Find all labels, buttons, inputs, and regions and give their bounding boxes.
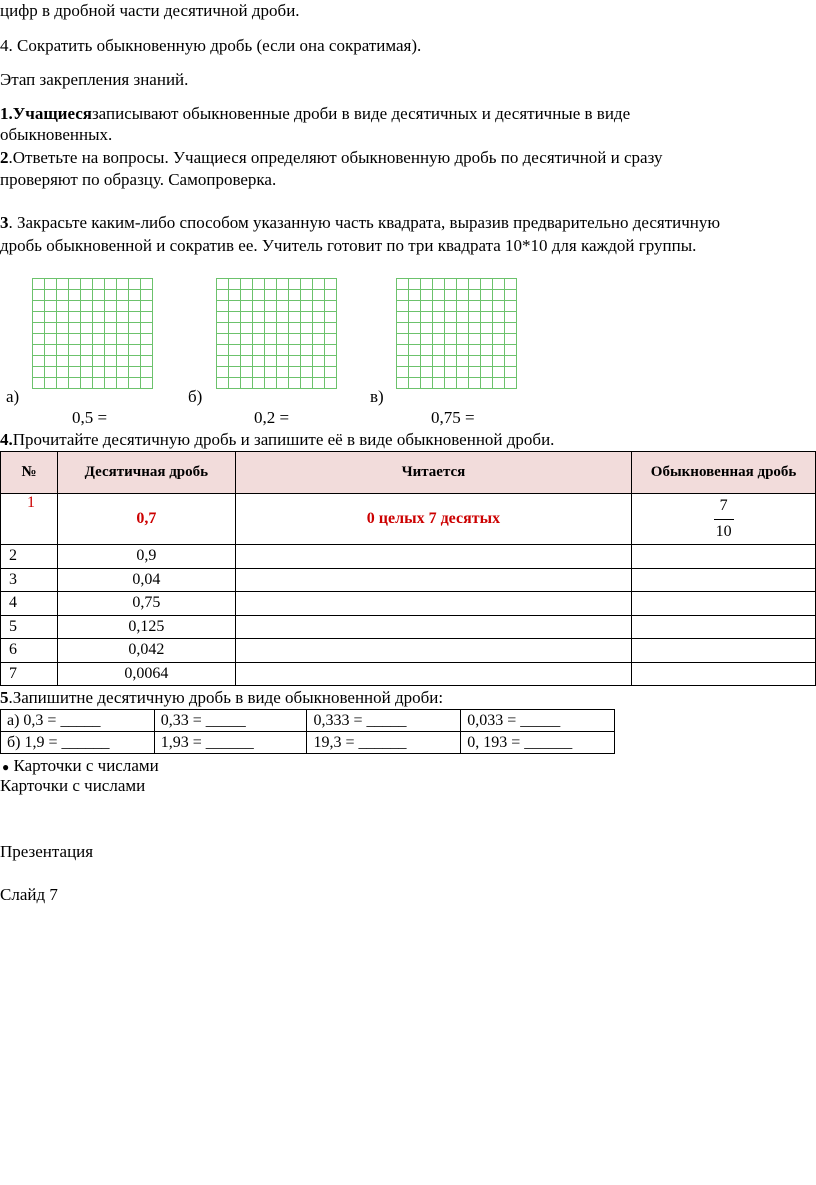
grid-square-a[interactable] [32, 278, 153, 389]
header-decimal: Десятичная дробь [57, 452, 235, 494]
row-reads-empty[interactable] [235, 639, 631, 663]
task2-text: .Ответьте на вопросы. Учащиеся определяют обыкновенную дробь по десятичной и сразу [8, 148, 663, 167]
exercise-table [0, 709, 615, 754]
square-caption-c: 0,75 = [431, 408, 475, 427]
grid-square-c[interactable] [396, 278, 517, 389]
table-row [1, 662, 816, 686]
header-reads: Читается [235, 452, 631, 494]
row-number: 7 [1, 662, 58, 686]
table-row [1, 545, 816, 569]
row-number: 5 [1, 615, 58, 639]
task5-number: 5 [0, 688, 9, 707]
row-reads-empty[interactable] [235, 568, 631, 592]
task4-title [0, 429, 554, 451]
row-fraction-empty[interactable] [632, 615, 816, 639]
row-decimal: 0,042 [57, 639, 235, 663]
table-row [1, 710, 615, 732]
task3-line2: дробь обыкновенной и сократив ее. Учитель готовит по три квадрата 10*10 для каждой группы. [0, 236, 697, 255]
task2-number: 2 [0, 148, 9, 167]
square-caption-a: 0,5 = [72, 408, 108, 427]
row-number: 2 [1, 545, 58, 569]
row-reads-empty[interactable] [235, 615, 631, 639]
cards-line: Карточки с числами [0, 776, 146, 795]
bullet-text: Карточки с числами [13, 756, 159, 775]
exercise-cell[interactable]: 0,033 = _____ [461, 710, 615, 732]
task1-line2: обыкновенных. [0, 125, 113, 144]
row-number: 3 [1, 568, 58, 592]
exercise-cell[interactable]: 0,33 = _____ [154, 710, 307, 732]
header-number: № [1, 452, 58, 494]
fraction [714, 497, 734, 541]
task2-line1 [0, 147, 662, 169]
table-row [1, 732, 615, 754]
intro-line: цифр в дробной части десятичной дроби. [0, 1, 300, 20]
task1-bold: Учащиеся [12, 104, 92, 123]
grid-square-b[interactable] [216, 278, 337, 389]
row-common-fraction [632, 494, 816, 545]
row-decimal: 0,0064 [57, 662, 235, 686]
row-reads: 0 целых 7 десятых [235, 494, 631, 545]
presentation-line: Презентация [0, 842, 94, 861]
square-label-c: в) [370, 387, 384, 406]
exercise-cell[interactable]: б) 1,9 = ______ [1, 732, 155, 754]
fraction-numerator: 7 [714, 497, 734, 520]
task4-number: 4. [0, 430, 13, 449]
row-reads-empty[interactable] [235, 592, 631, 616]
slide-line: Слайд 7 [0, 885, 58, 904]
header-common-fraction: Обыкновенная дробь [632, 452, 816, 494]
task3-number: 3 [0, 213, 9, 232]
row-decimal: 0,7 [57, 494, 235, 545]
square-caption-b: 0,2 = [254, 408, 290, 427]
row-fraction-empty[interactable] [632, 639, 816, 663]
row-fraction-empty[interactable] [632, 662, 816, 686]
task5-text: .Запишитне десятичную дробь в виде обыкновенной дроби: [8, 688, 444, 707]
row-decimal: 0,75 [57, 592, 235, 616]
table-row [1, 568, 816, 592]
goal-item-4: 4. Сократить обыкновенную дробь (если она сократимая). [0, 36, 422, 55]
bullet-icon: ● [2, 760, 10, 774]
exercise-cell[interactable]: а) 0,3 = _____ [1, 710, 155, 732]
stage-title: Этап закрепления знаний. [0, 70, 189, 89]
table-row [1, 494, 816, 545]
fractions-table [0, 451, 816, 686]
row-decimal: 0,04 [57, 568, 235, 592]
task1-text: записывают обыкновенные дроби в виде десятичных и десятичные в виде [91, 104, 631, 123]
row-fraction-empty[interactable] [632, 592, 816, 616]
fraction-denominator: 10 [715, 523, 732, 540]
row-number: 1 [1, 494, 58, 545]
table-row [1, 639, 816, 663]
square-label-b: б) [188, 387, 203, 406]
table-header-row [1, 452, 816, 494]
row-number: 6 [1, 639, 58, 663]
exercise-cell[interactable]: 1,93 = ______ [154, 732, 307, 754]
square-label-a: а) [6, 387, 20, 406]
exercise-cell[interactable]: 0, 193 = ______ [461, 732, 615, 754]
task2-line2: проверяют по образцу. Самопроверка. [0, 170, 277, 189]
task3-text: . Закрасьте каким-либо способом указанную часть квадрата, выразив предварительно десятичную [8, 213, 721, 232]
task3-line1 [0, 212, 720, 234]
row-decimal: 0,9 [57, 545, 235, 569]
row-reads-empty[interactable] [235, 662, 631, 686]
table-row [1, 592, 816, 616]
row-fraction-empty[interactable] [632, 568, 816, 592]
task1-number: 1. [0, 104, 13, 123]
table-row [1, 615, 816, 639]
row-reads-empty[interactable] [235, 545, 631, 569]
exercise-cell[interactable]: 0,333 = _____ [307, 710, 461, 732]
row-number: 4 [1, 592, 58, 616]
row-fraction-empty[interactable] [632, 545, 816, 569]
task5-title [0, 687, 443, 709]
row-decimal: 0,125 [57, 615, 235, 639]
exercise-cell[interactable]: 19,3 = ______ [307, 732, 461, 754]
task4-text: Прочитайте десятичную дробь и запишите её в виде обыкновенной дроби. [12, 430, 555, 449]
task1-line1 [0, 103, 630, 125]
